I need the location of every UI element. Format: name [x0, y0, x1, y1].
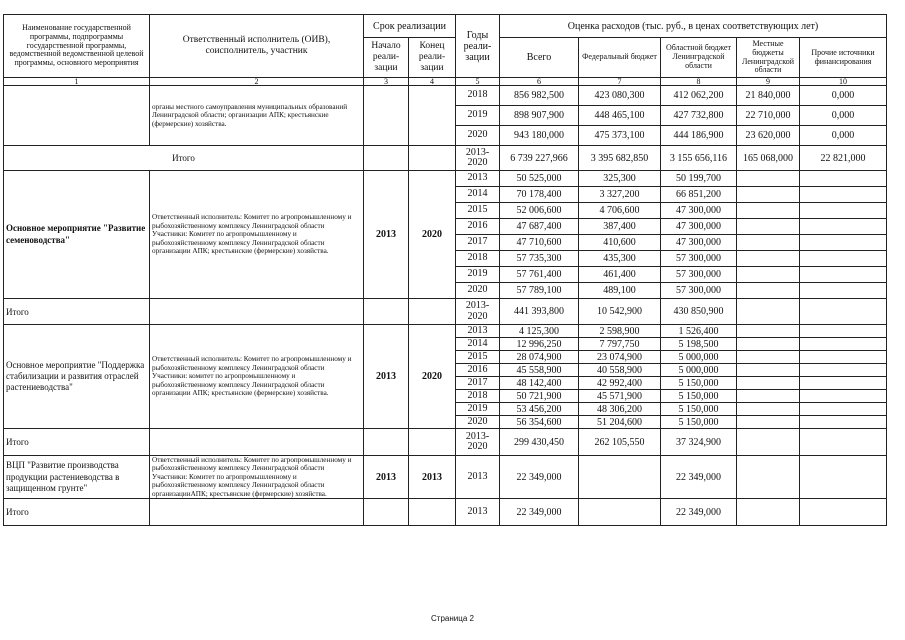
column-number: 6: [500, 78, 579, 86]
federal-cell: 325,300: [579, 171, 661, 187]
itogo-start: [364, 429, 409, 456]
other-cell: [800, 203, 887, 219]
end-year: 2020: [409, 325, 456, 429]
total-cell: 53 456,200: [500, 403, 579, 416]
other-cell: [800, 338, 887, 351]
total-cell: 57 735,300: [500, 251, 579, 267]
federal-cell: 448 465,100: [579, 106, 661, 126]
total-cell: 4 125,300: [500, 325, 579, 338]
itogo-executor: [150, 499, 364, 526]
other-cell: [800, 377, 887, 390]
regional-cell: 57 300,000: [661, 283, 737, 299]
year-cell: 2019: [456, 403, 500, 416]
itogo-other: [800, 499, 887, 526]
other-cell: [800, 219, 887, 235]
federal-cell: 7 797,750: [579, 338, 661, 351]
itogo-executor: [150, 429, 364, 456]
other-cell: [800, 390, 887, 403]
itogo-year: 2013-2020: [456, 146, 500, 171]
year-cell: 2017: [456, 235, 500, 251]
end-year: [409, 86, 456, 146]
column-number: 2: [150, 78, 364, 86]
start-year: 2013: [364, 325, 409, 429]
year-cell: 2014: [456, 187, 500, 203]
other-cell: [800, 251, 887, 267]
year-cell: 2020: [456, 416, 500, 429]
executor-cell: Ответственный исполнитель: Комитет по агропромышленному и рыбохозяйственному комплексу Ленинградской области Участники: Комитет по агропромышленному и рыбохозяйственному комплексу Ленинградской области организацииАПК; крестьянские (фермерские) хозяйства.: [150, 456, 364, 499]
local-cell: 22 710,000: [737, 106, 800, 126]
regional-cell: 57 300,000: [661, 267, 737, 283]
table-row: [4, 171, 887, 187]
header-other: Прочие источники финансирования: [800, 38, 887, 78]
year-cell: 2016: [456, 364, 500, 377]
other-cell: 0,000: [800, 86, 887, 106]
year-cell: 2020: [456, 126, 500, 146]
regional-cell: 66 851,200: [661, 187, 737, 203]
itogo-row: [4, 146, 887, 171]
total-cell: 52 006,600: [500, 203, 579, 219]
local-cell: [737, 403, 800, 416]
total-cell: 57 761,400: [500, 267, 579, 283]
year-cell: 2013: [456, 171, 500, 187]
regional-cell: 412 062,200: [661, 86, 737, 106]
itogo-row: [4, 429, 887, 456]
local-cell: [737, 235, 800, 251]
regional-cell: 427 732,800: [661, 106, 737, 126]
other-cell: [800, 283, 887, 299]
other-cell: [800, 416, 887, 429]
total-cell: 50 525,000: [500, 171, 579, 187]
regional-cell: 5 000,000: [661, 351, 737, 364]
local-cell: [737, 325, 800, 338]
header-regional: Областной бюджет Ленинградской области: [661, 38, 737, 78]
federal-cell: 387,400: [579, 219, 661, 235]
itogo-federal: 262 105,550: [579, 429, 661, 456]
year-cell: 2016: [456, 219, 500, 235]
regional-cell: 47 300,000: [661, 219, 737, 235]
regional-cell: 22 349,000: [661, 456, 737, 499]
column-number: 4: [409, 78, 456, 86]
column-number: 3: [364, 78, 409, 86]
itogo-local: [737, 299, 800, 325]
header-period: Срок реализации: [364, 15, 456, 38]
total-cell: 56 354,600: [500, 416, 579, 429]
itogo-total: 6 739 227,966: [500, 146, 579, 171]
regional-cell: 5 150,000: [661, 377, 737, 390]
program-name: Основное мероприятие "Поддержка стабилизации и развития отраслей растениеводства": [4, 325, 150, 429]
local-cell: [737, 171, 800, 187]
header-name: Наименование государственной программы, подпрограммы государственной программы, ведомственной ведомственной целевой программы, основного мероприятия: [4, 15, 150, 78]
total-cell: 943 180,000: [500, 126, 579, 146]
other-cell: [800, 235, 887, 251]
regional-cell: 50 199,700: [661, 171, 737, 187]
year-cell: 2014: [456, 338, 500, 351]
table-row: [4, 325, 887, 338]
itogo-year: 2013-2020: [456, 429, 500, 456]
federal-cell: 42 992,400: [579, 377, 661, 390]
regional-cell: 5 198,500: [661, 338, 737, 351]
table-row: [4, 86, 887, 106]
itogo-end: [409, 146, 456, 171]
itogo-regional: 3 155 656,116: [661, 146, 737, 171]
itogo-end: [409, 499, 456, 526]
executor-cell: Ответственный исполнитель: Комитет по агропромышленному и рыбохозяйственному комплексу Ленинградской области Участники: Комитет по агропромышленному и рыбохозяйственному комплексу Ленинградской области организации АПК; крестьянские (фермерские) хозяйства.: [150, 171, 364, 299]
federal-cell: 23 074,900: [579, 351, 661, 364]
executor-cell: Ответственный исполнитель: Комитет по агропромышленному и рыбохозяйственному комплексу Ленинградской области Участники: комитет по агропромышленному и рыбохозяйственному комплексу Ленинградской области организации АПК; крестьянские (фермерские) хозяйства.: [150, 325, 364, 429]
other-cell: [800, 187, 887, 203]
itogo-other: [800, 299, 887, 325]
itogo-regional: 430 850,900: [661, 299, 737, 325]
page-number: Страница 2: [431, 614, 474, 623]
itogo-other: [800, 429, 887, 456]
other-cell: [800, 325, 887, 338]
year-cell: 2018: [456, 390, 500, 403]
itogo-year: 2013: [456, 499, 500, 526]
itogo-end: [409, 299, 456, 325]
local-cell: 21 840,000: [737, 86, 800, 106]
itogo-federal: 3 395 682,850: [579, 146, 661, 171]
column-number: 1: [4, 78, 150, 86]
regional-cell: 5 150,000: [661, 416, 737, 429]
local-cell: [737, 203, 800, 219]
year-cell: 2020: [456, 283, 500, 299]
regional-cell: 5 000,000: [661, 364, 737, 377]
year-cell: 2018: [456, 86, 500, 106]
year-cell: 2019: [456, 267, 500, 283]
year-cell: 2019: [456, 106, 500, 126]
end-year: 2020: [409, 171, 456, 299]
column-number: 8: [661, 78, 737, 86]
local-cell: [737, 283, 800, 299]
itogo-local: [737, 429, 800, 456]
itogo-other: 22 821,000: [800, 146, 887, 171]
column-number: 9: [737, 78, 800, 86]
year-cell: 2018: [456, 251, 500, 267]
executor-cell: органы местного самоуправления муниципальных образований Ленинградской области; организации АПК; крестьянские (фермерские) хозяйства.: [150, 86, 364, 146]
federal-cell: 48 306,200: [579, 403, 661, 416]
itogo-start: [364, 146, 409, 171]
total-cell: 57 789,100: [500, 283, 579, 299]
year-cell: 2013: [456, 325, 500, 338]
program-name: [4, 86, 150, 146]
federal-cell: 40 558,900: [579, 364, 661, 377]
itogo-row: [4, 499, 887, 526]
total-cell: 70 178,400: [500, 187, 579, 203]
header-local: Местные бюджеты Ленинградской области: [737, 38, 800, 78]
program-name: ВЦП "Развитие производства продукции растениеводства в защищенном грунте": [4, 456, 150, 499]
federal-cell: 51 204,600: [579, 416, 661, 429]
total-cell: 47 710,600: [500, 235, 579, 251]
header-federal: Федеральный бюджет: [579, 38, 661, 78]
start-year: 2013: [364, 171, 409, 299]
expenditure-table: [3, 14, 887, 526]
column-number: 5: [456, 78, 500, 86]
other-cell: [800, 351, 887, 364]
federal-cell: 45 571,900: [579, 390, 661, 403]
itogo-row: [4, 299, 887, 325]
header-total: Всего: [500, 38, 579, 78]
header-executor: Ответственный исполнитель (ОИВ), соисполнитель, участник: [150, 15, 364, 78]
local-cell: [737, 390, 800, 403]
regional-cell: 5 150,000: [661, 403, 737, 416]
local-cell: [737, 377, 800, 390]
column-number-row: [4, 78, 887, 86]
end-year: 2013: [409, 456, 456, 499]
federal-cell: 489,100: [579, 283, 661, 299]
header-end: Конец реали-зации: [409, 38, 456, 78]
year-cell: 2013: [456, 456, 500, 499]
year-cell: 2015: [456, 203, 500, 219]
itogo-total: 441 393,800: [500, 299, 579, 325]
itogo-year: 2013-2020: [456, 299, 500, 325]
program-name: Основное мероприятие "Развитие семеноводства": [4, 171, 150, 299]
local-cell: [737, 267, 800, 283]
regional-cell: 47 300,000: [661, 203, 737, 219]
year-cell: 2017: [456, 377, 500, 390]
itogo-regional: 22 349,000: [661, 499, 737, 526]
federal-cell: [579, 456, 661, 499]
local-cell: [737, 416, 800, 429]
itogo-label: Итого: [4, 299, 150, 325]
header-years: Годы реали-зации: [456, 15, 500, 78]
regional-cell: 444 186,900: [661, 126, 737, 146]
itogo-total: 299 430,450: [500, 429, 579, 456]
start-year: [364, 86, 409, 146]
local-cell: [737, 351, 800, 364]
local-cell: [737, 364, 800, 377]
total-cell: 45 558,900: [500, 364, 579, 377]
local-cell: [737, 338, 800, 351]
column-number: 7: [579, 78, 661, 86]
start-year: 2013: [364, 456, 409, 499]
itogo-start: [364, 299, 409, 325]
other-cell: [800, 456, 887, 499]
regional-cell: 57 300,000: [661, 251, 737, 267]
table-row: [4, 456, 887, 499]
itogo-local: 165 068,000: [737, 146, 800, 171]
federal-cell: 3 327,200: [579, 187, 661, 203]
regional-cell: 47 300,000: [661, 235, 737, 251]
local-cell: [737, 251, 800, 267]
other-cell: [800, 171, 887, 187]
itogo-regional: 37 324,900: [661, 429, 737, 456]
federal-cell: 4 706,600: [579, 203, 661, 219]
total-cell: 22 349,000: [500, 456, 579, 499]
itogo-total: 22 349,000: [500, 499, 579, 526]
federal-cell: 2 598,900: [579, 325, 661, 338]
federal-cell: 423 080,300: [579, 86, 661, 106]
header-start: Начало реали-зации: [364, 38, 409, 78]
other-cell: [800, 267, 887, 283]
local-cell: [737, 456, 800, 499]
local-cell: 23 620,000: [737, 126, 800, 146]
federal-cell: 475 373,100: [579, 126, 661, 146]
year-cell: 2015: [456, 351, 500, 364]
local-cell: [737, 219, 800, 235]
other-cell: 0,000: [800, 126, 887, 146]
itogo-label: Итого: [4, 429, 150, 456]
column-number: 10: [800, 78, 887, 86]
itogo-executor: [150, 299, 364, 325]
other-cell: [800, 364, 887, 377]
header-estimate: Оценка расходов (тыс. руб., в ценах соответствующих лет): [500, 15, 887, 38]
total-cell: 898 907,900: [500, 106, 579, 126]
total-cell: 47 687,400: [500, 219, 579, 235]
other-cell: 0,000: [800, 106, 887, 126]
itogo-start: [364, 499, 409, 526]
total-cell: 48 142,400: [500, 377, 579, 390]
local-cell: [737, 187, 800, 203]
federal-cell: 410,600: [579, 235, 661, 251]
itogo-federal: 10 542,900: [579, 299, 661, 325]
header-row-1: [4, 15, 887, 38]
total-cell: 28 074,900: [500, 351, 579, 364]
itogo-federal: [579, 499, 661, 526]
federal-cell: 461,400: [579, 267, 661, 283]
total-cell: 856 982,500: [500, 86, 579, 106]
federal-cell: 435,300: [579, 251, 661, 267]
other-cell: [800, 403, 887, 416]
itogo-end: [409, 429, 456, 456]
itogo-local: [737, 499, 800, 526]
total-cell: 50 721,900: [500, 390, 579, 403]
itogo-label: Итого: [4, 499, 150, 526]
regional-cell: 1 526,400: [661, 325, 737, 338]
total-cell: 12 996,250: [500, 338, 579, 351]
itogo-label: Итого: [4, 146, 364, 171]
regional-cell: 5 150,000: [661, 390, 737, 403]
